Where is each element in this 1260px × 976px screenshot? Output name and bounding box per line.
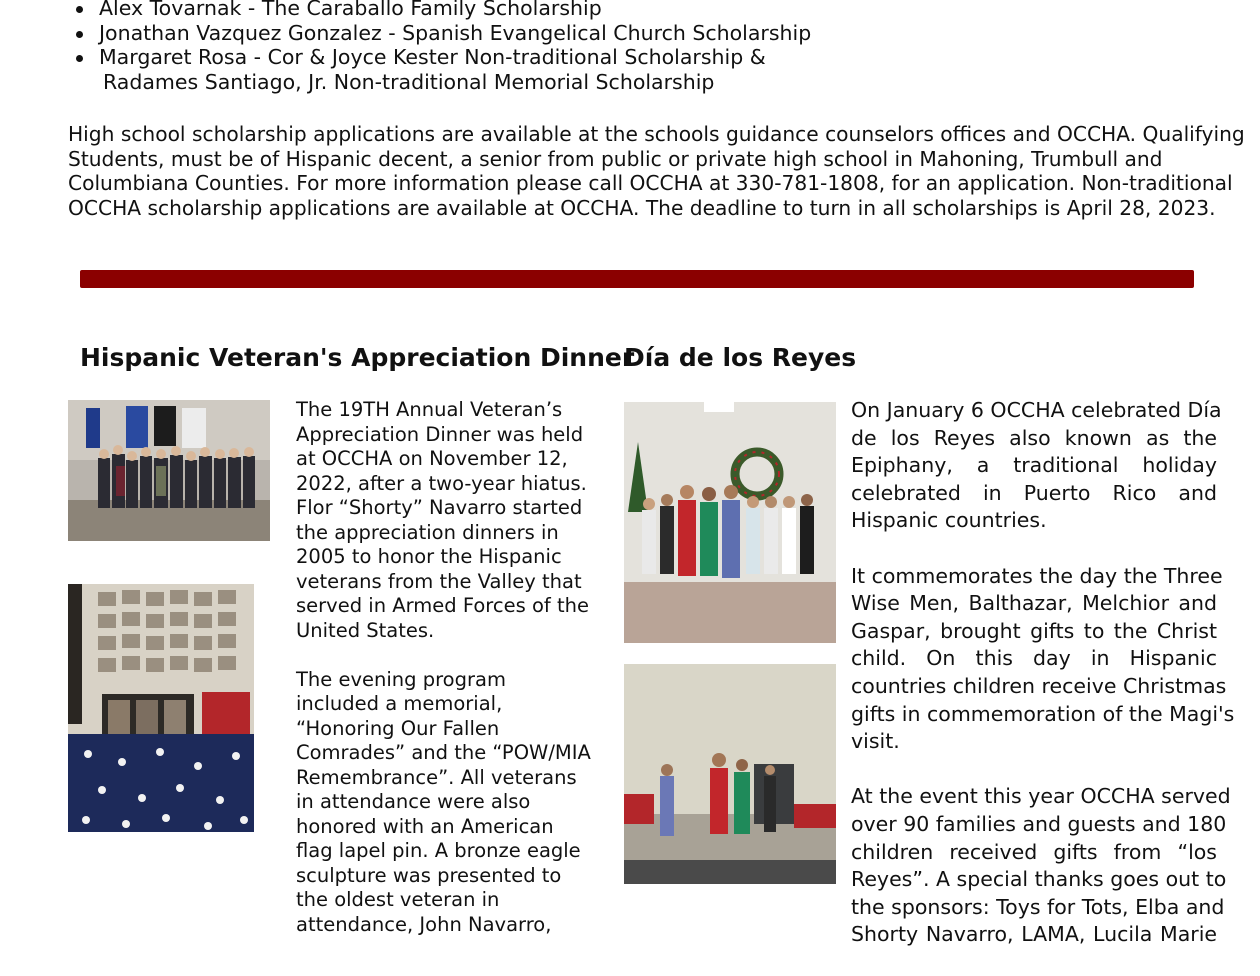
reyes-hall-photo xyxy=(624,664,836,884)
reyes-heading: Día de los Reyes xyxy=(624,343,857,372)
scholarship-winners-list xyxy=(76,0,811,94)
reyes-group-photo xyxy=(624,402,836,643)
reyes-paragraph-3: At the event this year OCCHA served over 90 families and guests and 180 children received gifts from “los Reyes”. A special thanks goes out to the sponsors: Toys for Tots, Elba and Shorty Navarro, LAMA, Lucila Marie xyxy=(851,784,1231,947)
veterans-heading: Hispanic Veteran's Appreciation Dinner xyxy=(80,343,635,372)
scholarship-notice: High school scholarship applications are available at the schools guidance counselors offices and OCCHA. Qualifying Students, must be of Hispanic decent, a senior from public or private high school in Mahoning, Trumbull and Columbiana Counties. For more information please call OCCHA at 330-781-1808, for an application. Non-traditional OCCHA scholarship applications are available at OCCHA. The deadline to turn in all scholarships is April 28, 2023. xyxy=(68,122,1245,220)
section-divider xyxy=(80,270,1194,288)
veterans-group-photo xyxy=(68,400,270,541)
list-item: Margaret Rosa - Cor & Joyce Kester Non-traditional Scholarship & Radames Santiago, Jr. Non-traditional Memorial Scholarship xyxy=(76,45,811,94)
list-item: Alex Tovarnak - The Caraballo Family Scholarship xyxy=(76,0,811,21)
reyes-paragraph-1: On January 6 OCCHA celebrated Día de los Reyes also known as the Epiphany, a traditional holiday celebrated in Puerto Rico and Hispanic countries. xyxy=(851,398,1222,533)
list-item: Jonathan Vazquez Gonzalez - Spanish Evangelical Church Scholarship xyxy=(76,21,811,46)
reyes-article xyxy=(851,397,1235,976)
veterans-article: The 19TH Annual Veteran’s Appreciation Dinner was held at OCCHA on November 12, 2022, after a two-year hiatus. Flor “Shorty” Navarro started the appreciation dinners in 2005 to honor the Hispanic veterans from the Valley that served in Armed Forces of the United States. The evening program included a memorial, “Honoring Our Fallen Comrades” and the “POW/MIA Remembrance”. All veterans in attendance were also honored with an American flag lapel pin. A bronze eagle sculpture was presented to the oldest veteran in attendance, John Navarro, xyxy=(296,398,591,936)
reyes-paragraph-2: It commemorates the day the Three Wise Men, Balthazar, Melchior and Gaspar, brought gifts to the Christ child. On this day in Hispanic countries children receive Christmas gifts in commemoration of the Magi's visit. xyxy=(851,563,1235,754)
memorial-wall-photo xyxy=(68,584,254,832)
